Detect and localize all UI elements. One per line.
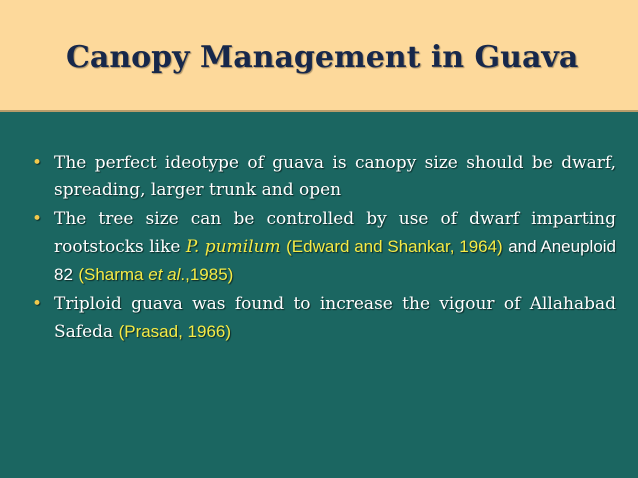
bullet-2-text-cont: and Aneuploid 82 xyxy=(54,237,617,284)
species-name: P. pumilum xyxy=(185,237,281,257)
bullet-1-text: The perfect ideotype of guava is canopy size should be dwarf, spreading, larger trunk and open xyxy=(54,153,616,200)
bullet-2-text: The tree size can be controlled by use of dwarf imparting rootstocks like xyxy=(54,209,616,257)
bullet-3-text: Triploid guava was found to increase the vigour of Allahabad Safeda xyxy=(54,294,616,342)
bullet-item-1 xyxy=(32,150,616,204)
citation-edward-shankar: (Edward and Shankar, 1964) xyxy=(286,237,503,256)
citation-sharma-etal: et al xyxy=(148,265,181,284)
bullet-dot-icon: • xyxy=(32,209,43,229)
bullet-item-2 xyxy=(32,206,616,289)
slide-body xyxy=(32,150,616,348)
bullet-item-3 xyxy=(32,291,616,346)
bullet-dot-icon: • xyxy=(32,153,43,173)
title-band xyxy=(0,0,638,112)
citation-sharma-pre: (Sharma xyxy=(78,265,149,284)
bullet-dot-icon: • xyxy=(32,294,43,314)
slide-title: Canopy Management in Guava xyxy=(66,40,579,75)
citation-prasad: (Prasad, 1966) xyxy=(118,322,232,341)
citation-sharma-post: .,1985) xyxy=(180,265,234,284)
citation-sharma xyxy=(78,265,233,284)
